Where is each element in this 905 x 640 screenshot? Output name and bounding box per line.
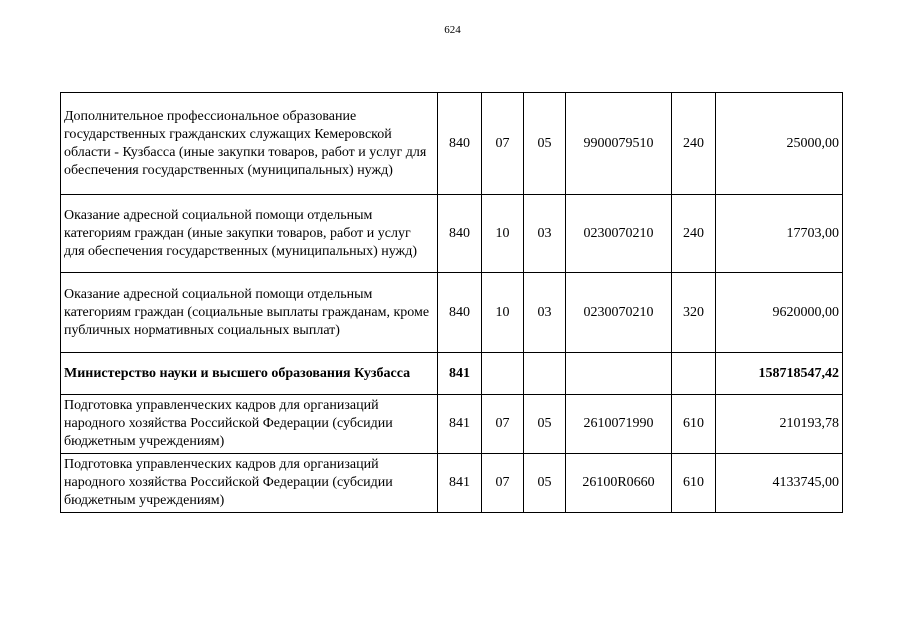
row-name: Дополнительное профессиональное образование государственных гражданских служащих Кемеровской области - Кузбасса (иные закупки товаров, работ и услуг для обеспечения государственных (муниципальных) нужд) [61,93,438,195]
expense-type-code: 320 [672,273,716,353]
table-row [61,353,843,395]
target-article-code: 0230070210 [566,195,672,273]
page-number: 624 [444,24,461,36]
table-row [61,454,843,513]
ministry-code: 841 [438,395,482,454]
amount: 9620000,00 [716,273,843,353]
row-name: Оказание адресной социальной помощи отдельным категориям граждан (иные закупки товаров, работ и услуг для обеспечения государственных (муниципальных) нужд) [61,195,438,273]
section-code: 07 [482,395,524,454]
subsection-code: 05 [524,395,566,454]
target-article-code [566,353,672,395]
section-code: 10 [482,195,524,273]
subsection-code: 05 [524,93,566,195]
target-article-code: 2610071990 [566,395,672,454]
expense-type-code: 610 [672,395,716,454]
target-article-code: 26100R0660 [566,454,672,513]
expense-type-code: 240 [672,195,716,273]
budget-table [60,92,843,513]
subsection-code: 03 [524,273,566,353]
target-article-code: 9900079510 [566,93,672,195]
section-code: 07 [482,93,524,195]
amount: 17703,00 [716,195,843,273]
ministry-code: 840 [438,195,482,273]
row-name: Подготовка управленческих кадров для организаций народного хозяйства Российской Федерации (субсидии бюджетным учреждениям) [61,395,438,454]
expense-type-code: 240 [672,93,716,195]
expense-type-code: 610 [672,454,716,513]
target-article-code: 0230070210 [566,273,672,353]
table-row [61,395,843,454]
expense-type-code [672,353,716,395]
ministry-code: 840 [438,93,482,195]
row-name: Министерство науки и высшего образования Кузбасса [61,353,438,395]
ministry-code: 840 [438,273,482,353]
amount: 25000,00 [716,93,843,195]
subsection-code: 05 [524,454,566,513]
row-name: Оказание адресной социальной помощи отдельным категориям граждан (социальные выплаты гражданам, кроме публичных нормативных социальных выплат) [61,273,438,353]
amount: 210193,78 [716,395,843,454]
section-code [482,353,524,395]
row-name: Подготовка управленческих кадров для организаций народного хозяйства Российской Федерации (субсидии бюджетным учреждениям) [61,454,438,513]
subsection-code: 03 [524,195,566,273]
amount: 158718547,42 [716,353,843,395]
table-row [61,273,843,353]
table-row [61,93,843,195]
section-code: 07 [482,454,524,513]
amount: 4133745,00 [716,454,843,513]
table-row [61,195,843,273]
ministry-code: 841 [438,353,482,395]
ministry-code: 841 [438,454,482,513]
subsection-code [524,353,566,395]
section-code: 10 [482,273,524,353]
